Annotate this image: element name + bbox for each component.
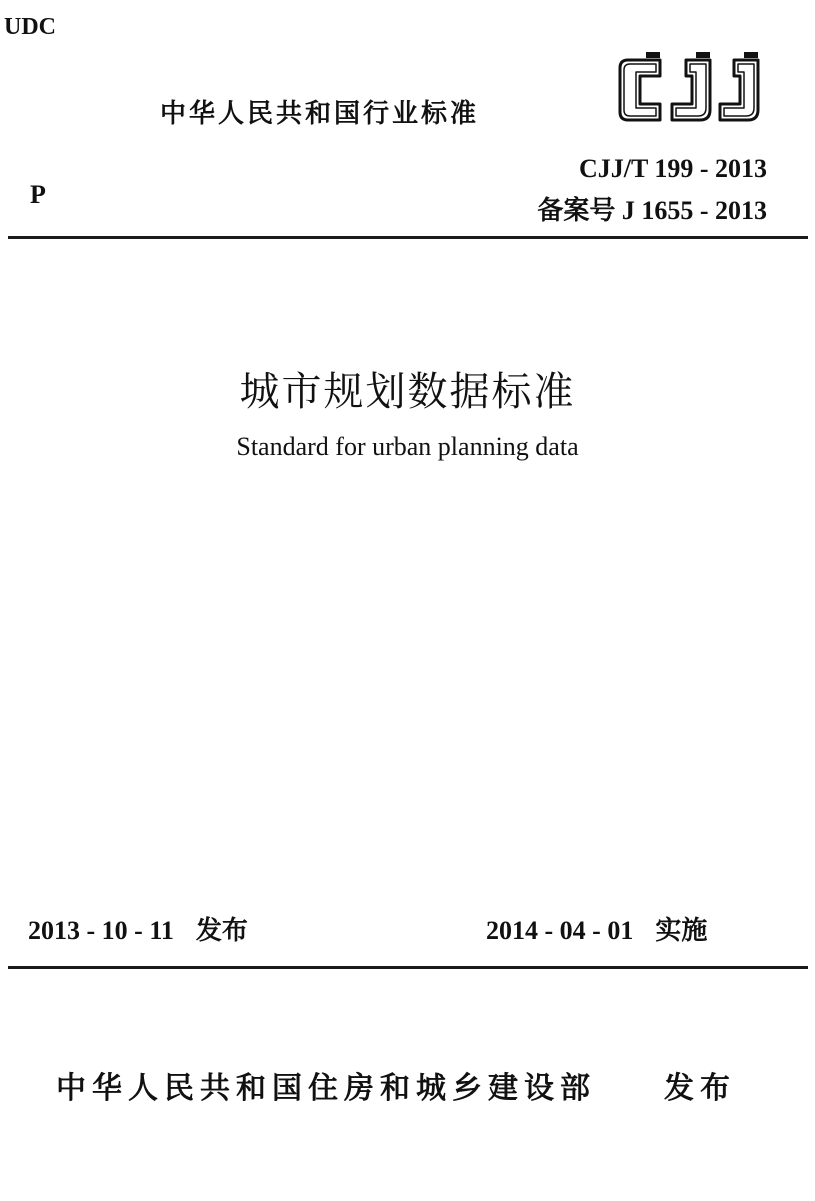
top-divider bbox=[8, 236, 808, 239]
category-title: 中华人民共和国行业标准 bbox=[160, 99, 480, 129]
classification-code: P bbox=[30, 180, 46, 209]
cjj-logo bbox=[616, 50, 764, 130]
implement-word: 实施 bbox=[655, 916, 708, 946]
bottom-divider bbox=[8, 966, 808, 969]
implement-date: 2014 - 04 - 01 bbox=[486, 916, 634, 945]
release-date-line bbox=[28, 910, 248, 947]
record-number-value: J 1655 - 2013 bbox=[621, 196, 767, 225]
standard-number: CJJ/T 199 - 2013 bbox=[578, 154, 767, 183]
publisher-name: 中华人民共和国住房和城乡建设部 bbox=[56, 1071, 596, 1106]
release-word: 发布 bbox=[195, 916, 248, 946]
implement-date-line bbox=[486, 910, 707, 947]
release-date: 2013 - 10 - 11 bbox=[28, 916, 174, 945]
udc-label: UDC bbox=[4, 14, 56, 40]
record-label: 备案号 bbox=[537, 196, 616, 226]
document-title-english: Standard for urban planning data bbox=[236, 432, 579, 461]
publish-word: 发布 bbox=[664, 1071, 736, 1106]
document-title: 城市规划数据标准 bbox=[239, 369, 576, 415]
record-number bbox=[537, 190, 767, 227]
